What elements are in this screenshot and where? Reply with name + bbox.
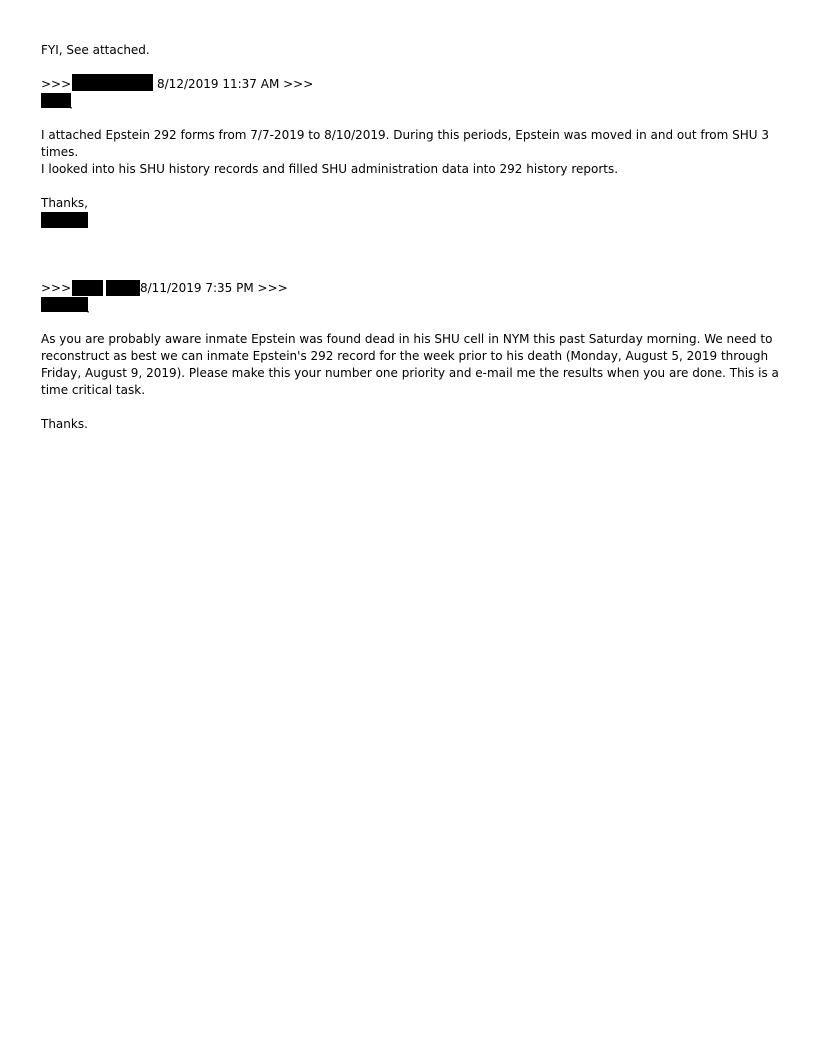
reply-header-timestamp: 8/12/2019 11:37 AM >>> — [157, 77, 314, 91]
forward-note: FYI, See attached. — [41, 43, 150, 57]
redaction-box — [72, 280, 103, 296]
original-header-timestamp: 8/11/2019 7:35 PM >>> — [140, 281, 288, 295]
reply-body-line: times. — [41, 145, 79, 159]
original-header-prefix: >>> — [41, 281, 72, 295]
original-body-line: reconstruct as best we can inmate Epstein's 292 record for the week prior to his death (Monday, August 5, 2019 through — [41, 349, 769, 363]
redaction-box — [41, 212, 88, 228]
redaction-box — [41, 297, 88, 312]
salutation-comma: , — [70, 101, 73, 110]
redaction-box — [106, 280, 140, 296]
redaction-box — [41, 93, 71, 108]
salutation-comma: , — [87, 305, 90, 314]
original-closing: Thanks. — [41, 417, 88, 431]
reply-closing: Thanks, — [41, 196, 88, 210]
reply-body-line: I attached Epstein 292 forms from 7/7-2019 to 8/10/2019. During this periods, Epstein was moved in and out from SHU 3 — [41, 128, 769, 142]
reply-body-line: I looked into his SHU history records and filled SHU administration data into 292 history reports. — [41, 162, 619, 176]
redaction-box — [72, 74, 153, 91]
reply-header-prefix: >>> — [41, 77, 72, 91]
original-body-line: time critical task. — [41, 383, 146, 397]
original-body-line: As you are probably aware inmate Epstein was found dead in his SHU cell in NYM this past Saturday morning. We need to — [41, 332, 773, 346]
original-body-line: Friday, August 9, 2019). Please make this your number one priority and e-mail me the results when you are done. This is a — [41, 366, 779, 380]
